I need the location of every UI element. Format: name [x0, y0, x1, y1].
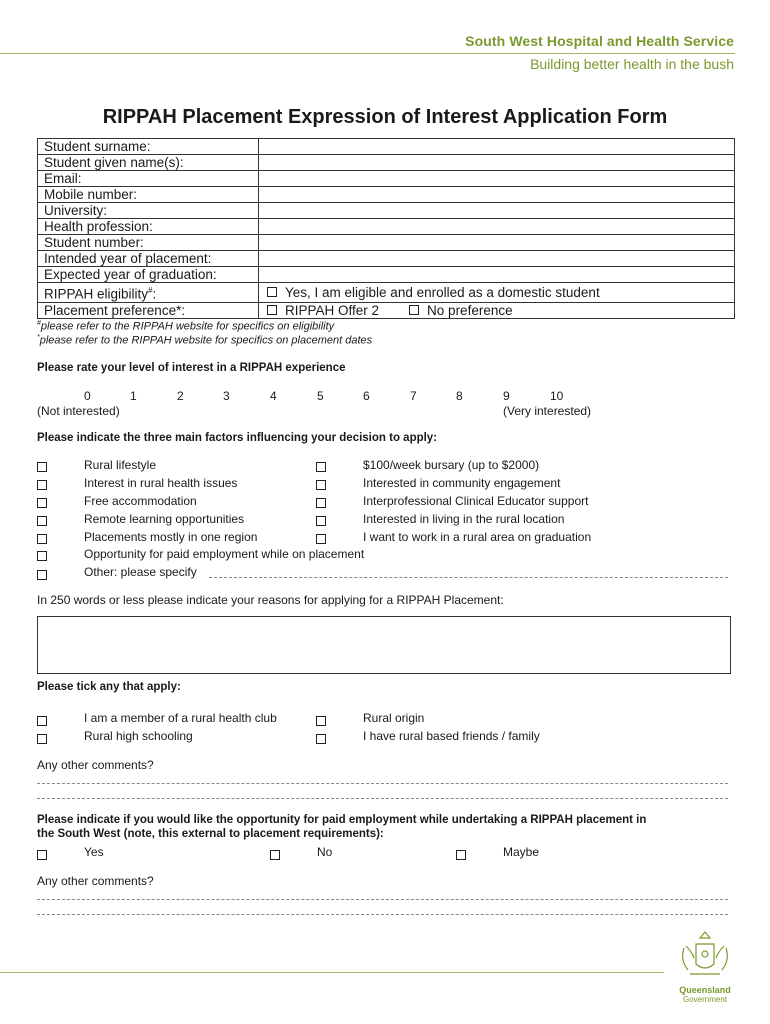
factor-checkbox[interactable]: [37, 516, 47, 526]
no-preference-checkbox[interactable]: [409, 305, 419, 315]
field-label: University:: [38, 203, 259, 219]
rating-heading: Please rate your level of interest in a RIPPAH experience: [37, 362, 346, 374]
maybe-label: Maybe: [503, 845, 540, 859]
student-number-field[interactable]: [259, 235, 735, 251]
factor-row: [37, 459, 47, 477]
yes-label: Yes: [84, 845, 104, 859]
table-row: [38, 187, 735, 203]
organization-tagline: Building better health in the bush: [530, 56, 734, 72]
comments-label: Any other comments?: [37, 874, 154, 888]
comments-label: Any other comments?: [37, 758, 154, 772]
tick-label: I have rural based friends / family: [363, 729, 540, 743]
table-row: [38, 283, 735, 303]
mobile-field[interactable]: [259, 187, 735, 203]
factor-label: Interested in community engagement: [363, 476, 561, 490]
comments-line[interactable]: [37, 783, 728, 785]
table-row: [38, 219, 735, 235]
tick-checkbox[interactable]: [316, 716, 326, 726]
factor-label: Interprofessional Clinical Educator support: [363, 494, 589, 508]
header-divider: [0, 53, 735, 54]
factor-label: Remote learning opportunities: [84, 512, 245, 526]
rating-high-label: (Very interested): [503, 404, 592, 418]
factor-checkbox[interactable]: [37, 462, 47, 472]
rating-1[interactable]: 1: [130, 389, 137, 403]
no-label: No: [317, 845, 333, 859]
footer-divider: [0, 972, 664, 973]
placement-note: *please refer to the RIPPAH website for specifics on placement dates: [37, 334, 373, 347]
student-info-table: [37, 138, 735, 319]
tick-checkbox[interactable]: [37, 734, 47, 744]
factor-label: Rural lifestyle: [84, 458, 157, 472]
rating-low-label: (Not interested): [37, 404, 120, 418]
other-checkbox[interactable]: [37, 570, 47, 580]
tick-label: I am a member of a rural health club: [84, 711, 277, 725]
reasons-textarea[interactable]: [37, 616, 731, 674]
factor-checkbox[interactable]: [316, 462, 326, 472]
rating-6[interactable]: 6: [363, 389, 370, 403]
rating-2[interactable]: 2: [177, 389, 184, 403]
preference-label: Placement preference*:: [38, 302, 259, 318]
rating-0[interactable]: 0: [84, 389, 91, 403]
gov-sub: Government: [682, 995, 728, 1004]
factor-label: Free accommodation: [84, 494, 197, 508]
offer2-checkbox[interactable]: [267, 305, 277, 315]
rating-4[interactable]: 4: [270, 389, 277, 403]
eligibility-option-label: Yes, I am eligible and enrolled as a domestic student: [285, 284, 600, 300]
factor-checkbox[interactable]: [316, 480, 326, 490]
table-row: [38, 235, 735, 251]
factor-checkbox[interactable]: [316, 534, 326, 544]
tick-checkbox[interactable]: [37, 716, 47, 726]
table-row: [38, 302, 735, 318]
table-row: [38, 171, 735, 187]
rating-5[interactable]: 5: [317, 389, 324, 403]
coat-of-arms-icon: [672, 930, 738, 980]
eligibility-note: #please refer to the RIPPAH website for specifics on eligibility: [37, 320, 335, 333]
table-row: [38, 155, 735, 171]
field-label: Expected year of graduation:: [38, 267, 259, 283]
factor-label: Interested in living in the rural location: [363, 512, 565, 526]
rating-10[interactable]: 10: [550, 389, 564, 403]
gov-name: Queensland: [679, 985, 731, 995]
queensland-government-logo: [672, 930, 738, 1002]
table-row: [38, 251, 735, 267]
page-title: RIPPAH Placement Expression of Interest Application Form: [102, 106, 668, 128]
factors-heading: Please indicate the three main factors influencing your decision to apply:: [37, 432, 438, 444]
university-field[interactable]: [259, 203, 735, 219]
field-label: Email:: [38, 171, 259, 187]
employment-factor-checkbox[interactable]: [37, 551, 47, 561]
factor-label: Placements mostly in one region: [84, 530, 258, 544]
yes-checkbox[interactable]: [37, 850, 47, 860]
intended-year-field[interactable]: [259, 251, 735, 267]
reasons-prompt: In 250 words or less please indicate your reasons for applying for a RIPPAH Placement:: [37, 593, 504, 607]
given-name-field[interactable]: [259, 155, 735, 171]
other-specify-input[interactable]: [209, 577, 728, 579]
factor-checkbox[interactable]: [316, 498, 326, 508]
maybe-checkbox[interactable]: [456, 850, 466, 860]
graduation-year-field[interactable]: [259, 267, 735, 283]
employment-factor-label: Opportunity for paid employment while on placement: [84, 547, 365, 561]
field-label: Intended year of placement:: [38, 251, 259, 267]
employment-heading-line-2: the South West (note, this external to placement requirements):: [37, 828, 384, 840]
employment-heading-line-1: Please indicate if you would like the opportunity for paid employment while undertaking a RIPPAH placement in: [37, 814, 647, 826]
rating-9[interactable]: 9: [503, 389, 510, 403]
comments-line[interactable]: [37, 914, 728, 916]
comments-line[interactable]: [37, 899, 728, 901]
table-row: [38, 267, 735, 283]
tick-label: Rural origin: [363, 711, 425, 725]
field-label: Student number:: [38, 235, 259, 251]
factor-checkbox[interactable]: [37, 480, 47, 490]
comments-line[interactable]: [37, 798, 728, 800]
organization-name: South West Hospital and Health Service: [465, 33, 734, 49]
factor-checkbox[interactable]: [316, 516, 326, 526]
rating-7[interactable]: 7: [410, 389, 417, 403]
email-field[interactable]: [259, 171, 735, 187]
tick-checkbox[interactable]: [316, 734, 326, 744]
rating-3[interactable]: 3: [223, 389, 230, 403]
factor-checkbox[interactable]: [37, 498, 47, 508]
factor-checkbox[interactable]: [37, 534, 47, 544]
other-label: Other: please specify: [84, 565, 197, 579]
offer2-label: RIPPAH Offer 2: [285, 302, 380, 318]
field-label: Student surname:: [38, 139, 259, 155]
factor-label: $100/week bursary (up to $2000): [363, 458, 540, 472]
field-label: Mobile number:: [38, 187, 259, 203]
factor-label: Interest in rural health issues: [84, 476, 238, 490]
tick-heading: Please tick any that apply:: [37, 681, 181, 693]
rating-8[interactable]: 8: [456, 389, 463, 403]
no-checkbox[interactable]: [270, 850, 280, 860]
surname-field[interactable]: [259, 139, 735, 155]
no-preference-label: No preference: [427, 302, 513, 318]
table-row: [38, 139, 735, 155]
table-row: [38, 203, 735, 219]
tick-label: Rural high schooling: [84, 729, 193, 743]
eligibility-label: RIPPAH eligibility#:: [38, 283, 259, 303]
eligibility-checkbox[interactable]: [267, 287, 277, 297]
field-label: Health profession:: [38, 219, 259, 235]
factor-label: I want to work in a rural area on graduation: [363, 530, 592, 544]
health-profession-field[interactable]: [259, 219, 735, 235]
field-label: Student given name(s):: [38, 155, 259, 171]
